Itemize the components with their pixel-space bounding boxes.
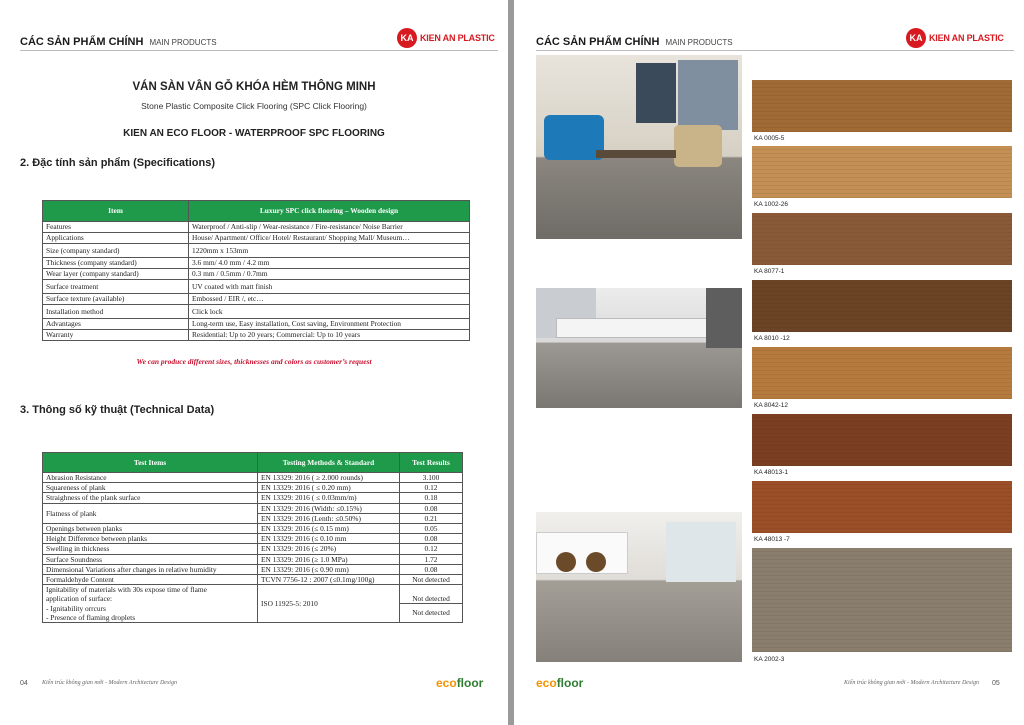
- tech-table: [42, 452, 463, 623]
- spec-value-cell: House/ Apartment/ Office/ Hotel/ Restaurant/ Shopping Mall/ Museum…: [189, 233, 470, 244]
- tech-item-cell: Swelling in thickness: [43, 544, 258, 554]
- page-header: [0, 0, 508, 54]
- tech-method-cell: EN 13329: 2016 (≤ 20%): [258, 544, 400, 554]
- page-number: 05: [992, 680, 1000, 687]
- tech-row: [43, 544, 463, 554]
- product-title: VÁN SÀN VÂN GỖ KHÓA HÈM THÔNG MINH: [132, 81, 376, 93]
- wood-swatch: [752, 414, 1012, 466]
- brand-line: KIEN AN ECO FLOOR - WATERPROOF SPC FLOORING: [123, 128, 385, 139]
- swatch-label: KA 8077-1: [754, 268, 785, 275]
- page-number: 04: [20, 680, 28, 687]
- tech-row-flatness: [43, 503, 463, 513]
- tech-item-cell: [43, 585, 258, 623]
- footer-text: Kiến trúc không gian mới - Modern Architecture Design: [42, 680, 177, 686]
- header-subtitle: MAIN PRODUCTS: [149, 38, 217, 47]
- island-shape: [556, 318, 708, 338]
- table-shape: [596, 150, 676, 158]
- header-title: CÁC SẢN PHẨM CHÍNH MAIN PRODUCTS: [536, 36, 733, 48]
- tech-method-cell: EN 13329: 2016 ( ≤ 0.03mm/m): [258, 493, 400, 503]
- spec-item-cell: Warranty: [43, 330, 189, 341]
- swatch-label: KA 8010 -12: [754, 335, 790, 342]
- ignitability-line: - Ignitability orrcurs: [46, 603, 106, 613]
- wood-swatch: [752, 213, 1012, 265]
- tech-item-cell: Flatness of plank: [43, 503, 258, 523]
- spec-item-cell: Applications: [43, 233, 189, 244]
- footer-text: Kiến trúc không gian mới - Modern Architecture Design: [844, 680, 979, 686]
- wood-swatch: [752, 548, 1012, 652]
- spec-value-cell: 1220mm x 153mm: [189, 244, 470, 258]
- spec-row: [43, 280, 470, 294]
- ignitability-line: application of surface:: [46, 594, 113, 604]
- spec-heading: 2. Đặc tính sản phẩm (Specifications): [20, 157, 215, 169]
- tech-result-cell: Not detected: [400, 585, 463, 604]
- swatch-label: KA 0005-5: [754, 135, 785, 142]
- tech-item-cell: Dimensional Variations after changes in relative humidity: [43, 564, 258, 574]
- page-header: [514, 0, 1024, 54]
- tech-method-cell: EN 13329: 2016 (≤ 0.90 mm): [258, 564, 400, 574]
- spec-row: [43, 233, 470, 244]
- tech-row: [43, 554, 463, 564]
- tech-method-cell: EN 13329: 2016 ( ≥ 2.000 rounds): [258, 473, 400, 483]
- spec-item-cell: Features: [43, 222, 189, 233]
- tech-result-cell: 0.18: [400, 493, 463, 503]
- kien-an-logo: [397, 28, 495, 48]
- left-page: [0, 0, 508, 725]
- spec-header-item: Item: [43, 201, 189, 222]
- spec-row: [43, 330, 470, 341]
- tech-row-ignitability: [43, 585, 463, 604]
- spec-value-cell: Long-term use, Easy installation, Cost saving, Environment Protection: [189, 319, 470, 330]
- tech-result-cell: 0.21: [400, 513, 463, 523]
- tech-item-cell: Openings between planks: [43, 524, 258, 534]
- spec-table: [42, 200, 470, 341]
- tech-result-cell: Not detected: [400, 575, 463, 585]
- spec-row: [43, 269, 470, 280]
- spec-row: [43, 294, 470, 305]
- tech-result-cell: 0.12: [400, 544, 463, 554]
- spec-row: [43, 222, 470, 233]
- tech-result-cell: Not detected: [400, 604, 463, 623]
- floor-logo-part: floor: [456, 676, 484, 690]
- spec-item-cell: Surface texture (available): [43, 294, 189, 305]
- swatch-label: KA 8042-12: [754, 402, 788, 409]
- tech-result-cell: 0.05: [400, 524, 463, 534]
- spec-value-cell: Click lock: [189, 305, 470, 319]
- right-page: [514, 0, 1024, 725]
- tech-item-cell: Straighness of the plank surface: [43, 493, 258, 503]
- tech-row: [43, 493, 463, 503]
- tech-result-cell: 0.08: [400, 503, 463, 513]
- header-title: CÁC SẢN PHẨM CHÍNH MAIN PRODUCTS: [20, 36, 217, 48]
- dining-photo: [536, 512, 742, 662]
- spec-value-cell: Embossed / EIR /, etc…: [189, 294, 470, 305]
- tech-method-cell: EN 13329: 2016 (Lenth: ≤0.50%): [258, 513, 400, 523]
- wood-swatch: [752, 280, 1012, 332]
- wood-swatch: [752, 347, 1012, 399]
- swatch-label: KA 2002-3: [754, 656, 785, 663]
- tech-method-cell: EN 13329: 2016 (≤ 0.10 mm: [258, 534, 400, 544]
- tech-header-results: Test Results: [400, 453, 463, 473]
- tech-method-cell: TCVN 7756-12 : 2007 (≤0.1mg/100g): [258, 575, 400, 585]
- tech-result-cell: 0.08: [400, 564, 463, 574]
- tech-item-cell: Height Difference between planks: [43, 534, 258, 544]
- oven-shape: [706, 288, 742, 348]
- header-subtitle: MAIN PRODUCTS: [665, 38, 733, 47]
- counter-shape: [536, 532, 628, 574]
- spec-header-design: Luxury SPC click flooring – Wooden design: [189, 201, 470, 222]
- tech-row: [43, 534, 463, 544]
- window-shape: [666, 522, 736, 582]
- spec-item-cell: Surface treatment: [43, 280, 189, 294]
- spec-table-header: [43, 201, 470, 222]
- tech-item-cell: Squareness of plank: [43, 483, 258, 493]
- tech-row: [43, 473, 463, 483]
- tech-result-cell: 3.100: [400, 473, 463, 483]
- spec-value-cell: UV coated with matt finish: [189, 280, 470, 294]
- tech-row: [43, 524, 463, 534]
- wood-swatch: [752, 80, 1012, 132]
- spec-item-cell: Wear layer (company standard): [43, 269, 189, 280]
- tech-method-cell: EN 13329: 2016 (Width: ≤0.15%): [258, 503, 400, 513]
- tech-item-cell: Surface Soundness: [43, 554, 258, 564]
- swatch-label: KA 1002-26: [754, 201, 788, 208]
- swatch-label: KA 48013-1: [754, 469, 788, 476]
- ecofloor-logo: [536, 676, 583, 690]
- tech-item-cell: Formaldehyde Content: [43, 575, 258, 585]
- product-subtitle: Stone Plastic Composite Click Flooring (SPC Click Flooring): [141, 101, 367, 111]
- spec-row: [43, 319, 470, 330]
- tech-heading: 3. Thông số kỹ thuật (Technical Data): [20, 404, 215, 416]
- ignitability-line: - Presence of flaming droplets: [46, 612, 136, 622]
- logo-text: KIEN AN PLASTIC: [420, 33, 495, 43]
- floor-logo-part: floor: [556, 676, 584, 690]
- spec-value-cell: 3.6 mm/ 4.0 mm / 4.2 mm: [189, 258, 470, 269]
- beige-chair-shape: [674, 125, 722, 167]
- spec-item-cell: Size (company standard): [43, 244, 189, 258]
- wood-swatch: [752, 146, 1012, 198]
- spec-row: [43, 244, 470, 258]
- spec-row: [43, 258, 470, 269]
- ignitability-line: Ignitability of materials with 30s expose time of flame: [46, 585, 207, 595]
- eco-logo-part: eco: [536, 676, 557, 690]
- tech-header-methods: Testing Methods & Standard: [258, 453, 400, 473]
- tech-method-cell: EN 13329: 2016 (≥ 1.0 MPa): [258, 554, 400, 564]
- tech-result-cell: 0.12: [400, 483, 463, 493]
- tech-method-cell: EN 13329: 2016 (≤ 0.15 mm): [258, 524, 400, 534]
- swatch-label: KA 48013 -7: [754, 536, 790, 543]
- stool-shape: [586, 552, 606, 572]
- header-divider: [536, 50, 1014, 51]
- tech-header-items: Test Items: [43, 453, 258, 473]
- blue-sofa-shape: [544, 115, 604, 160]
- wood-swatch: [752, 481, 1012, 533]
- tech-row: [43, 564, 463, 574]
- spec-value-cell: Waterproof / Anti-slip / Wear-resistance / Fire-resistance/ Noise Barrier: [189, 222, 470, 233]
- tech-row: [43, 483, 463, 493]
- stool-shape: [556, 552, 576, 572]
- spec-note: We can produce different sizes, thicknesses and colors as customer’s request: [136, 357, 372, 366]
- ka-badge-icon: KA: [906, 28, 926, 48]
- spec-value-cell: Residential: Up to 20 years; Commercial: Up to 10 years: [189, 330, 470, 341]
- tech-item-cell: Abrasion Resistance: [43, 473, 258, 483]
- spec-value-cell: 0.3 mm / 0.5mm / 0.7mm: [189, 269, 470, 280]
- tech-method-cell: EN 13329: 2016 ( ≤ 0.20 mm): [258, 483, 400, 493]
- tech-result-cell: 0.08: [400, 534, 463, 544]
- tech-row: [43, 575, 463, 585]
- spec-item-cell: Installation method: [43, 305, 189, 319]
- spec-item-cell: Advantages: [43, 319, 189, 330]
- living-room-photo: [536, 55, 742, 239]
- logo-text: KIEN AN PLASTIC: [929, 33, 1004, 43]
- kitchen-photo: [536, 288, 742, 408]
- kien-an-logo: [906, 28, 1004, 48]
- tech-table-header: [43, 453, 463, 473]
- tech-method-cell: ISO 11925-5: 2010: [258, 585, 400, 623]
- spec-row: [43, 305, 470, 319]
- city-poster-shape: [678, 60, 738, 130]
- tech-result-cell: 1.72: [400, 554, 463, 564]
- spec-item-cell: Thickness (company standard): [43, 258, 189, 269]
- header-divider: [20, 50, 498, 51]
- window-shape: [636, 63, 676, 123]
- ecofloor-logo: [436, 676, 483, 690]
- eco-logo-part: eco: [436, 676, 457, 690]
- ka-badge-icon: KA: [397, 28, 417, 48]
